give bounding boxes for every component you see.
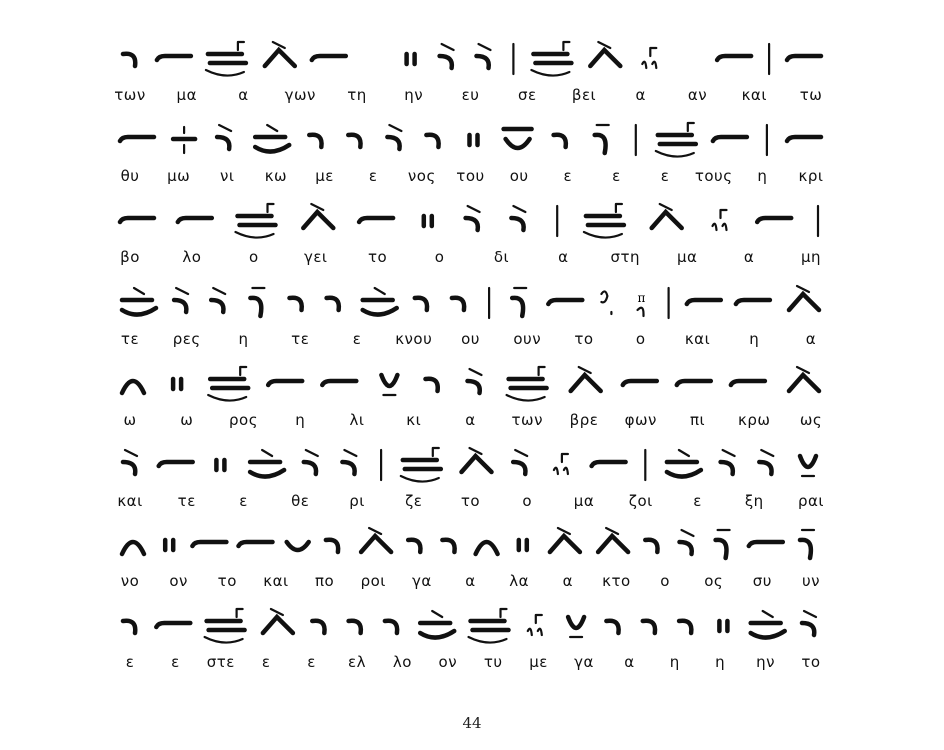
neume-glyph — [469, 609, 509, 643]
neume-glyph — [759, 450, 773, 474]
lyric-syllable: στε — [206, 653, 235, 671]
neume-glyph — [387, 125, 401, 149]
neume-line — [118, 522, 823, 566]
staff-system — [118, 442, 823, 522]
lyric-syllable: γα — [574, 653, 594, 671]
lyric-syllable: γει — [303, 248, 328, 266]
lyric-syllable: ε — [307, 653, 316, 671]
neume-glyph — [361, 528, 391, 552]
lyric-syllable: και — [684, 330, 711, 348]
neume-glyph — [716, 530, 730, 558]
lyric-syllable: κτο — [602, 572, 631, 590]
lyric-syllable: βει — [571, 86, 597, 104]
lyric-syllable: ε — [368, 167, 378, 185]
lyric-syllable: τε — [177, 492, 196, 510]
neume-glyph — [123, 450, 137, 474]
lyric-syllable: το — [574, 330, 594, 348]
lyric-syllable: πι — [689, 411, 706, 429]
lyric-syllable: λα — [509, 572, 530, 590]
lyric-syllable: ο — [635, 330, 646, 348]
neume-glyph — [120, 137, 154, 141]
lyric-syllable: ρες — [172, 330, 201, 348]
neume-glyph — [420, 611, 454, 638]
staff-system — [118, 522, 823, 602]
lyric-syllable: ραι — [798, 492, 824, 510]
neume-glyph — [470, 135, 478, 145]
lyric-syllable: ελ — [348, 653, 366, 671]
neume-glyph — [122, 288, 156, 315]
neume-glyph — [606, 621, 618, 633]
neume-glyph — [156, 623, 190, 627]
lyric-syllable: ε — [352, 330, 362, 348]
lyrics-line — [118, 492, 823, 516]
neume-glyph — [250, 288, 264, 316]
lyric-syllable: ο — [248, 248, 259, 266]
svg-text:π: π — [637, 291, 646, 305]
neume-glyph — [462, 448, 492, 472]
neume-glyph — [426, 135, 438, 147]
lyric-syllable: του — [456, 167, 485, 185]
neume-glyph — [123, 621, 135, 633]
lyric-syllable: ζε — [405, 492, 423, 510]
neume-glyph — [165, 540, 173, 550]
neume-glyph — [192, 542, 226, 546]
lyric-syllable: τυ — [483, 653, 503, 671]
neume-glyph — [642, 48, 656, 68]
lyric-syllable: η — [749, 330, 760, 348]
lyric-syllable: με — [315, 167, 334, 185]
neume-glyph — [452, 298, 464, 310]
lyric-syllable: ρι — [349, 492, 365, 510]
lyric-syllable: βο — [120, 248, 140, 266]
lyric-syllable: η — [669, 653, 680, 671]
neume-glyph — [476, 542, 498, 554]
neume-glyph — [571, 367, 601, 391]
neume-glyph — [731, 381, 765, 385]
neume-glyph — [531, 42, 571, 76]
neume-glyph — [800, 530, 814, 558]
lyric-syllable: υν — [801, 572, 821, 590]
lyric-syllable: ος — [704, 572, 724, 590]
lyric-syllable: ως — [799, 411, 823, 429]
neume-glyph — [656, 123, 696, 157]
neume-glyph — [236, 204, 276, 238]
neume-line — [118, 117, 823, 161]
neume-glyph — [787, 137, 821, 141]
lyric-syllable: των — [511, 411, 543, 429]
neume-glyph — [250, 450, 284, 477]
staff-system — [118, 603, 823, 683]
lyric-syllable: ην — [756, 653, 776, 671]
lyric-syllable: το — [460, 492, 481, 510]
lyric-syllable: το — [217, 572, 237, 590]
lyric-syllable: ω — [180, 411, 194, 429]
neume-glyph — [528, 615, 542, 635]
neume-glyph — [477, 44, 491, 68]
neume-glyph — [322, 381, 356, 385]
neume-line — [118, 198, 823, 242]
lyrics-line — [118, 248, 823, 272]
lyric-syllable: με — [529, 653, 548, 671]
neume-glyph — [507, 367, 547, 401]
lyrics-line — [114, 86, 823, 110]
lyric-syllable: α — [805, 330, 817, 348]
neume-glyph — [550, 528, 580, 552]
neume-glyph — [407, 54, 415, 64]
lyric-syllable: ον — [169, 572, 188, 590]
lyric-syllable: θε — [291, 492, 310, 510]
lyric-syllable: νος — [407, 167, 436, 185]
lyric-syllable: νι — [220, 167, 235, 185]
lyric-syllable: α — [635, 86, 646, 104]
neume-glyph — [174, 288, 188, 312]
lyric-syllable: γων — [284, 86, 316, 104]
lyric-syllable: μω — [167, 167, 191, 185]
neume-line — [118, 603, 823, 647]
lyric-syllable: ου — [509, 167, 529, 185]
neume-glyph — [263, 609, 293, 633]
neume-glyph — [677, 381, 711, 385]
lyric-syllable: α — [465, 572, 476, 590]
lyric-syllable: ε — [563, 167, 573, 185]
neume-glyph — [178, 218, 212, 222]
lyric-syllable: ε — [612, 167, 621, 185]
lyric-syllable: τε — [291, 330, 310, 348]
neume-glyph — [211, 288, 225, 312]
neume-glyph — [598, 528, 628, 552]
neume-glyph — [408, 540, 420, 552]
neume-glyph — [789, 286, 819, 310]
lyric-syllable: και — [117, 492, 143, 510]
neume-glyph — [303, 204, 333, 228]
neume-glyph — [751, 611, 785, 638]
lyric-syllable: α — [562, 572, 573, 590]
lyric-syllable: τω — [799, 86, 823, 104]
neume-glyph — [342, 450, 356, 474]
neume-glyph — [713, 137, 747, 141]
neume-glyph — [584, 204, 624, 238]
neume-glyph — [800, 456, 816, 476]
neume-glyph — [554, 135, 566, 147]
neume-glyph — [548, 300, 582, 304]
neume-glyph — [206, 42, 246, 76]
neume-line — [118, 36, 823, 80]
neume-glyph — [287, 542, 309, 550]
lyric-syllable: ε — [261, 653, 271, 671]
lyric-syllable: α — [238, 86, 249, 104]
neume-glyph — [173, 379, 181, 389]
neume-glyph — [217, 125, 231, 149]
neume-glyph — [327, 298, 339, 310]
lyric-syllable: το — [801, 653, 821, 671]
lyric-syllable: ξη — [744, 492, 764, 510]
neume-glyph — [205, 609, 245, 643]
neume-glyph — [326, 540, 338, 552]
lyric-syllable: η — [238, 330, 249, 348]
lyric-syllable: ο — [660, 572, 670, 590]
lyric-syllable: δι — [493, 248, 510, 266]
lyric-syllable: ζοι — [628, 492, 653, 510]
lyric-syllable: ου — [461, 330, 480, 348]
lyrics-line — [118, 653, 823, 677]
neume-glyph — [652, 204, 682, 228]
neume-glyph — [643, 621, 655, 633]
neume-glyph — [468, 369, 482, 393]
neume-glyph — [736, 300, 770, 304]
lyric-syllable: και — [741, 86, 767, 104]
neume-glyph — [568, 617, 584, 637]
lyric-syllable: ε — [660, 167, 670, 185]
neume-glyph — [442, 540, 454, 552]
lyric-syllable: το — [368, 248, 388, 266]
neume-glyph — [173, 127, 195, 153]
lyric-syllable: τους — [694, 167, 733, 185]
neume-glyph — [120, 218, 154, 222]
lyric-syllable: κω — [264, 167, 288, 185]
lyric-syllable: η — [295, 411, 306, 429]
lyric-syllable: συ — [752, 572, 772, 590]
neume-glyph — [713, 210, 727, 230]
neume-glyph — [679, 621, 691, 633]
neume-line — [118, 442, 823, 486]
lyric-syllable: ουν — [513, 330, 542, 348]
neume-glyph — [787, 56, 821, 60]
lyric-syllable: ο — [434, 248, 445, 266]
neume-glyph — [667, 450, 701, 477]
neume-glyph — [348, 135, 360, 147]
lyric-syllable: α — [465, 411, 476, 429]
neume-glyph — [255, 125, 289, 152]
lyric-syllable: βρε — [569, 411, 599, 429]
neume-glyph — [721, 450, 735, 474]
lyric-syllable: των — [114, 86, 146, 104]
neume-glyph — [159, 462, 193, 466]
lyric-syllable: ρος — [228, 411, 259, 429]
neume-glyph — [717, 56, 751, 60]
neume-glyph — [466, 206, 480, 230]
neume-glyph — [424, 216, 432, 226]
lyric-syllable: ην — [404, 86, 424, 104]
lyric-syllable: ευ — [461, 86, 480, 104]
lyric-syllable: η — [715, 653, 726, 671]
lyric-syllable: τε — [120, 330, 140, 348]
neume-glyph — [122, 542, 144, 554]
lyrics-line — [118, 330, 823, 354]
neume-glyph — [385, 621, 397, 633]
neume-glyph — [554, 454, 568, 474]
neume-glyph — [304, 450, 318, 474]
lyric-syllable: στη — [610, 248, 641, 266]
lyric-syllable: α — [743, 248, 755, 266]
staff-system — [114, 36, 823, 116]
lyrics-line — [118, 572, 823, 596]
neume-glyph — [719, 621, 727, 631]
staff-system — [118, 198, 823, 278]
neume-glyph — [401, 448, 441, 482]
staff-system — [118, 280, 823, 360]
neume-glyph — [415, 298, 427, 310]
neume-glyph — [789, 367, 819, 391]
lyric-syllable: σε — [517, 86, 537, 104]
neume-glyph — [757, 218, 791, 222]
lyric-syllable: θυ — [120, 167, 140, 185]
neume-glyph — [440, 44, 454, 68]
lyric-syllable: ε — [171, 653, 180, 671]
neume-glyph — [381, 375, 397, 395]
lyric-syllable: λι — [349, 411, 365, 429]
neume-glyph — [512, 288, 526, 316]
lyric-syllable: ο — [522, 492, 533, 510]
neume-glyph — [623, 381, 657, 385]
neume-glyph — [208, 367, 248, 401]
neume-glyph — [290, 298, 302, 310]
lyric-syllable: μη — [800, 248, 822, 266]
lyric-syllable: ον — [438, 653, 458, 671]
neume-glyph — [513, 450, 527, 474]
neume-glyph — [157, 56, 191, 60]
lyric-syllable: μα — [676, 248, 698, 266]
neume-glyph — [504, 129, 532, 148]
neume-glyph — [122, 381, 144, 393]
lyric-syllable: αν — [687, 86, 708, 104]
neume-glyph — [687, 300, 721, 304]
neume-glyph — [601, 291, 611, 314]
lyric-syllable: πο — [314, 572, 335, 590]
lyric-syllable: α — [624, 653, 635, 671]
lyric-syllable: μα — [573, 492, 595, 510]
neume-glyph — [519, 540, 527, 550]
page-number: 44 — [462, 714, 482, 732]
neume-glyph — [239, 542, 273, 546]
lyric-syllable: φων — [624, 411, 657, 429]
staff-system — [118, 361, 823, 441]
neume-glyph — [590, 42, 620, 66]
lyric-syllable: ε — [239, 492, 248, 510]
lyric-syllable: ε — [693, 492, 702, 510]
neume-line — [118, 280, 823, 324]
neume-glyph — [426, 379, 438, 391]
lyric-syllable: λο — [392, 653, 412, 671]
lyrics-line — [118, 167, 823, 191]
neume-glyph — [265, 42, 295, 66]
neume-glyph — [592, 462, 626, 466]
lyric-syllable: και — [263, 572, 289, 590]
neume-glyph — [123, 54, 135, 66]
neume-glyph — [216, 460, 224, 470]
neume-glyph — [511, 206, 525, 230]
neume-glyph — [363, 288, 397, 315]
staff-system — [118, 117, 823, 197]
neume-glyph — [312, 56, 346, 60]
lyric-syllable: τη — [347, 86, 367, 104]
lyric-syllable: ω — [123, 411, 137, 429]
lyric-syllable: νο — [120, 572, 140, 590]
lyric-syllable: μα — [176, 86, 197, 104]
neume-glyph — [680, 530, 694, 554]
lyric-syllable: κι — [406, 411, 422, 429]
neume-glyph — [309, 135, 321, 147]
neume-glyph — [359, 218, 393, 222]
neume-glyph — [802, 611, 816, 635]
lyric-syllable: ροι — [360, 572, 386, 590]
lyrics-line — [118, 411, 823, 435]
lyric-syllable: λο — [182, 248, 202, 266]
lyric-syllable: κρω — [738, 411, 771, 429]
neume-glyph — [645, 540, 657, 552]
lyric-syllable: ε — [125, 653, 135, 671]
neume-glyph — [268, 381, 302, 385]
lyric-syllable: α — [558, 248, 569, 266]
neume-glyph — [595, 125, 609, 153]
neume-line — [118, 361, 823, 405]
neume-glyph — [349, 621, 361, 633]
lyric-syllable: η — [757, 167, 768, 185]
lyric-syllable: κνου — [395, 330, 433, 348]
neume-glyph — [312, 621, 324, 633]
neume-glyph — [638, 291, 646, 316]
lyric-syllable: γα — [411, 572, 432, 590]
lyric-syllable: κρι — [798, 167, 824, 185]
neume-glyph — [749, 542, 783, 546]
